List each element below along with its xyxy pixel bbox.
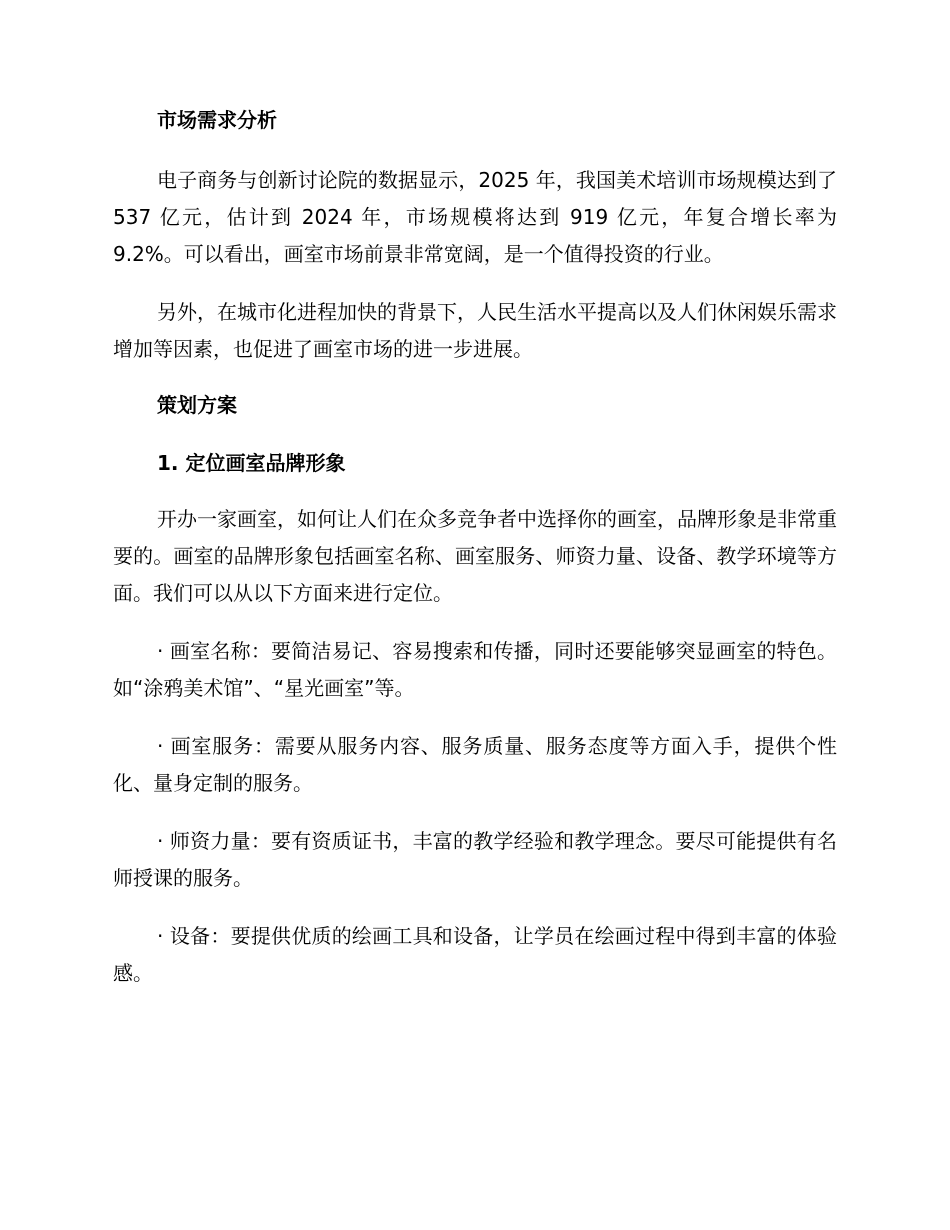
bullet-studio-name: · 画室名称：要简洁易记、容易搜索和传播，同时还要能够突显画室的特色。如“涂鸦美术馆”、“星光画室”等。 bbox=[113, 639, 837, 700]
paragraph-urbanization: 另外，在城市化进程加快的背景下，人民生活水平提高以及人们休闲娱乐需求增加等因素，也促进了画室市场的进一步进展。 bbox=[113, 300, 837, 361]
subheading-brand-positioning: 1. 定位画室品牌形象 bbox=[157, 451, 346, 475]
section-heading-market-analysis: 市场需求分析 bbox=[157, 108, 277, 132]
bullet-studio-service: · 画室服务：需要从服务内容、服务质量、服务态度等方面入手，提供个性化、量身定制的服务。 bbox=[113, 734, 837, 795]
bullet-teaching-staff: · 师资力量：要有资质证书，丰富的教学经验和教学理念。要尽可能提供有名师授课的服务。 bbox=[113, 829, 837, 890]
paragraph-market-data: 电子商务与创新讨论院的数据显示，2025 年，我国美术培训市场规模达到了 537 亿元，估计到 2024 年，市场规模将达到 919 亿元，年复合增长率为 9.2%。可以看出，画室市场前景非常宽阔，是一个值得投资的行业。 bbox=[113, 168, 837, 266]
paragraph-brand-intro: 开办一家画室，如何让人们在众多竞争者中选择你的画室，品牌形象是非常重要的。画室的品牌形象包括画室名称、画室服务、师资力量、设备、教学环境等方面。我们可以从以下方面来进行定位。 bbox=[113, 507, 837, 605]
section-heading-plan: 策划方案 bbox=[157, 393, 237, 417]
bullet-equipment: · 设备：要提供优质的绘画工具和设备，让学员在绘画过程中得到丰富的体验感。 bbox=[113, 924, 837, 985]
document-page bbox=[113, 104, 837, 1013]
